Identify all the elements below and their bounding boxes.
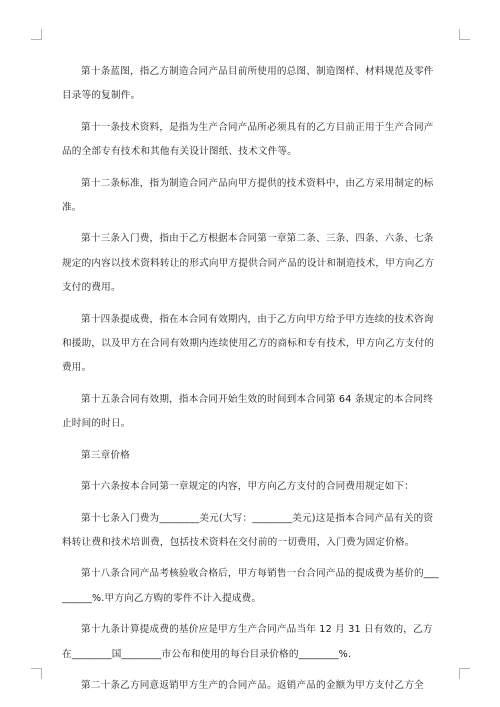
article-15-validity: 第十五条合同有效期，指本合同开始生效的时间到本合同第 64 条规定的本合同终止时间的时日。 [62,393,434,430]
article-14-royalty: 第十四条提成费，指在本合同有效期内，由于乙方向甲方给予甲方连续的技术咨询和援助，以及甲方在合同有效期内连续使用乙方的商标和专有技术，甲方向乙方支付的费用。 [62,313,435,374]
article-10-blueprint: 第十条蓝图，指乙方制造合同产品目前所使用的总图、制造图样、材料规范及零件目录等的复制件。 [62,66,434,102]
article-20-buyback: 第二十条乙方同意返销甲方生产的合同产品。返销产品的金额为甲方支付乙方全 [81,679,424,691]
document-body [62,60,440,705]
page-corner-mark-top-right [459,29,470,40]
page-corner-mark-bottom-right [459,668,470,679]
article-11-technical-data: 第十一条技术资料，是指为生产合同产品所必须具有的乙方目前正用于生产合同产品的全部专有技术和其他有关设计图纸、技术文件等。 [62,121,434,158]
page-corner-mark-top-left [31,29,42,40]
page-corner-mark-bottom-left [31,668,42,679]
article-16-fees: 第十六条按本合同第一章规定的内容，甲方向乙方支付的合同费用规定如下： [81,481,414,493]
article-17-entry-fee-amount: 第十七条入门费为________美元(大写：________美元)这是指本合同产品有关的资料转让费和技术培训费，包括技术资料在交付前的一切费用，入门费为固定价格。 [62,512,434,548]
article-12-standards: 第十二条标准，指为制造合同产品向甲方提供的技术资料中，由乙方采用制定的标准。 [62,177,434,214]
article-18-royalty-rate: 第十八条合同产品考核验收合格后，甲方每销售一台合同产品的提成费为基价的_________%.甲方向乙方购的零件不计入提成费。 [62,568,439,604]
chapter-3-heading: 第三章价格 [81,449,130,461]
article-19-base-price: 第十九条计算提成费的基价应是甲方生产合同产品当年 12 月 31 日有效的，乙方在________国________市公布和使用的每台目录价格的________%. [62,624,433,660]
article-13-entry-fee: 第十三条入门费，指由于乙方根据本合同第一章第二条、三条、四条、六条、七条规定的内容以技术资料转让的形式向甲方提供合同产品的设计和制造技术，甲方向乙方支付的费用。 [62,233,435,294]
